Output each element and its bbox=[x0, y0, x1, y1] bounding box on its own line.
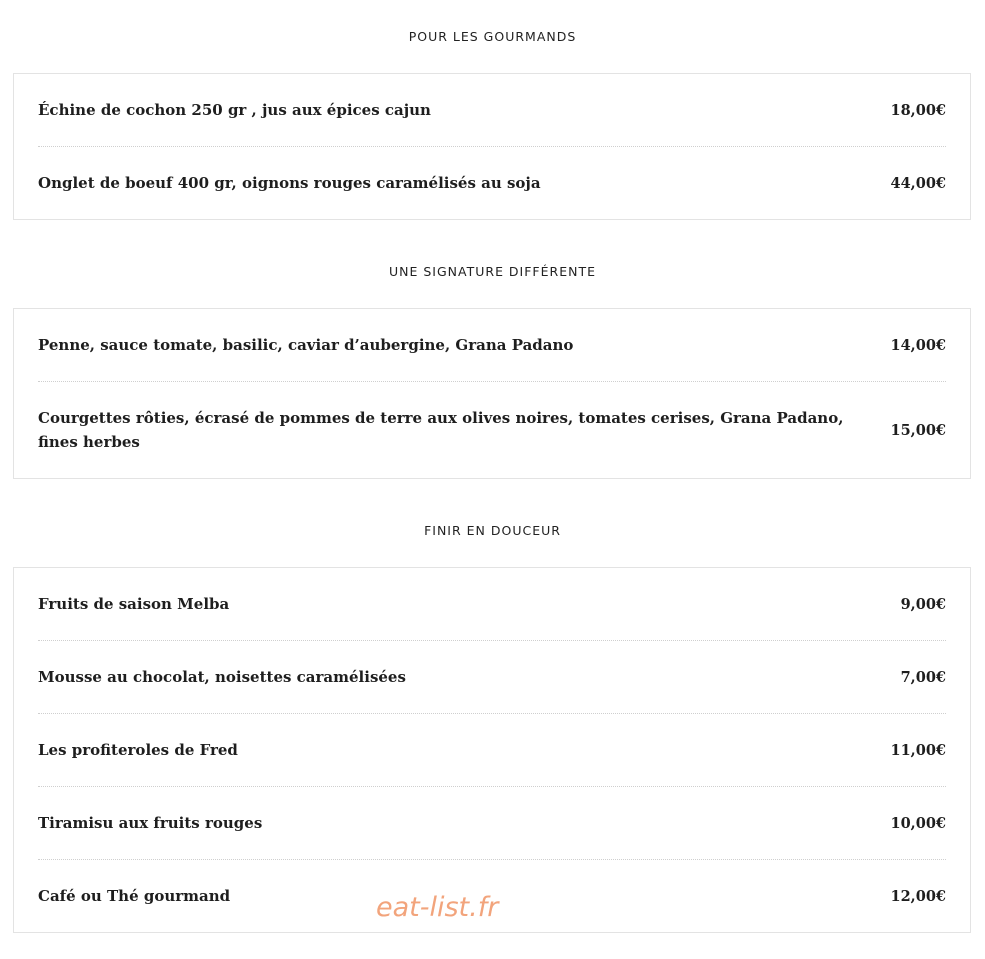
menu-item-name: Courgettes rôties, écrasé de pommes de terre aux olives noires, tomates cerises, Grana Padano, fines herbes bbox=[38, 409, 844, 451]
menu-item-price: 7,00€ bbox=[900, 668, 946, 686]
menu-card-gourmands bbox=[13, 73, 971, 220]
menu-item-name: Penne, sauce tomate, basilic, caviar d’aubergine, Grana Padano bbox=[38, 336, 574, 354]
menu-item-name: Mousse au chocolat, noisettes caramélisées bbox=[38, 668, 406, 686]
menu-item-name: Café ou Thé gourmand bbox=[38, 887, 231, 905]
menu-item-price: 18,00€ bbox=[890, 101, 946, 119]
menu-item bbox=[38, 309, 946, 382]
section-title-gourmands: POUR LES GOURMANDS bbox=[408, 29, 577, 44]
menu-item-price: 12,00€ bbox=[890, 887, 946, 905]
menu-item bbox=[38, 714, 946, 787]
menu-card-douceur bbox=[13, 567, 971, 933]
menu-item-name: Fruits de saison Melba bbox=[38, 595, 230, 613]
menu-item-name: Onglet de boeuf 400 gr, oignons rouges caramélisés au soja bbox=[38, 174, 541, 192]
menu-item bbox=[38, 787, 946, 860]
watermark: eat-list.fr bbox=[376, 892, 499, 923]
menu-item-price: 9,00€ bbox=[900, 595, 946, 613]
section-title-signature: UNE SIGNATURE DIFFÉRENTE bbox=[388, 264, 596, 279]
section-title-douceur: FINIR EN DOUCEUR bbox=[424, 523, 561, 538]
menu-item-name: Échine de cochon 250 gr , jus aux épices cajun bbox=[38, 101, 431, 119]
menu-item-price: 10,00€ bbox=[890, 814, 946, 832]
menu-item-price: 11,00€ bbox=[890, 741, 946, 759]
menu-item bbox=[38, 382, 946, 478]
menu-item bbox=[38, 147, 946, 219]
menu-item-price: 44,00€ bbox=[890, 174, 946, 192]
menu-item-name: Tiramisu aux fruits rouges bbox=[38, 814, 263, 832]
menu-item bbox=[38, 74, 946, 147]
menu-item-price: 14,00€ bbox=[890, 336, 946, 354]
menu-item bbox=[38, 641, 946, 714]
menu-item bbox=[38, 568, 946, 641]
menu-item-name: Les profiteroles de Fred bbox=[38, 741, 238, 759]
menu-card-signature bbox=[13, 308, 971, 479]
menu-item-price: 15,00€ bbox=[890, 421, 946, 439]
